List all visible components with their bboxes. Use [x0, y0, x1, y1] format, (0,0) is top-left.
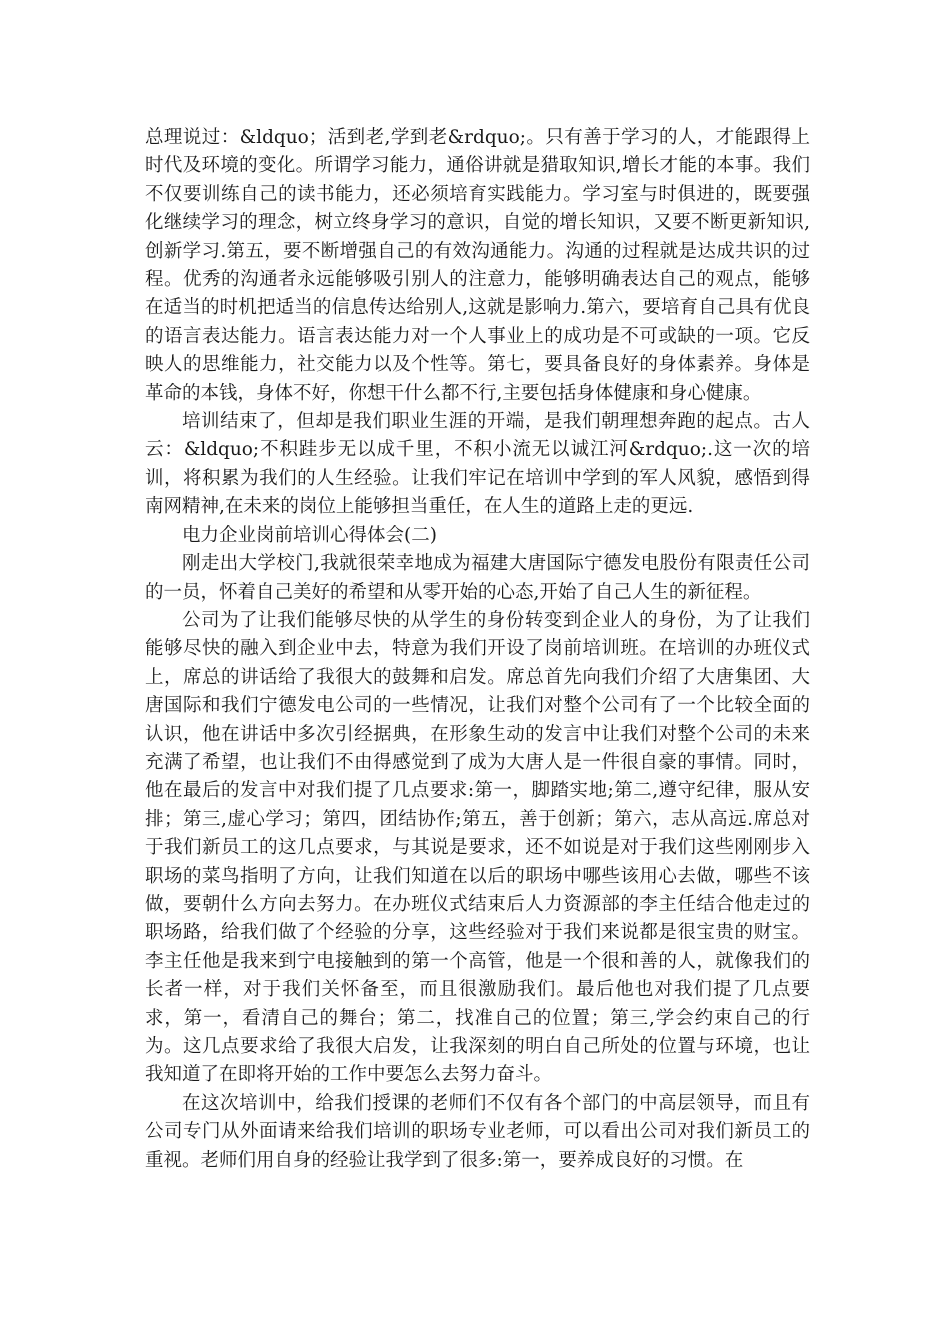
paragraph: 公司为了让我们能够尽快的从学生的身份转变到企业人的身份，为了让我们能够尽快的融入到企业中去，特意为我们开设了岗前培训班。在培训的办班仪式上，席总的讲话给了我很大的鼓舞和启发。席总首先向我们介绍了大唐集团、大唐国际和我们宁德发电公司的一些情况，让我们对整个公司有了一个比较全面的认识，他在讲话中多次引经据典，在形象生动的发言中让我们对整个公司的未来充满了希望，也让我们不由得感觉到了成为大唐人是一件很自豪的事情。同时，他在最后的发言中对我们提了几点要求:第一，脚踏实地;第二,遵守纪律，服从安排；第三,虚心学习；第四，团结协作;第五，善于创新；第六，志从高远.席总对于我们新员工的这几点要求，与其说是要求，还不如说是对于我们这些刚刚步入职场的菜鸟指明了方向，让我们知道在以后的职场中哪些该用心去做，哪些不该做，要朝什么方向去努力。在办班仪式结束后人力资源部的李主任结合他走过的职场路，给我们做了个经验的分享，这些经验对于我们来说都是很宝贵的财宝。李主任他是我来到宁电接触到的第一个高管，他是一个很和善的人，就像我们的长者一样，对于我们关怀备至，而且很激励我们。最后他也对我们提了几点要求，第一，看清自己的舞台；第二，找准自己的位置；第三,学会约束自己的行为。这几点要求给了我很大启发，让我深刻的明白自己所处的位置与环境，也让我知道了在即将开始的工作中要怎么去努力奋斗。	[145, 609, 810, 1086]
paragraph: 在这次培训中，给我们授课的老师们不仅有各个部门的中高层领导，而且有公司专门从外面请来给我们培训的职场专业老师，可以看出公司对我们新员工的重视。老师们用自身的经验让我学到了很多:第一，要养成良好的习惯。在	[145, 1092, 810, 1171]
paragraph: 刚走出大学校门,我就很荣幸地成为福建大唐国际宁德发电股份有限责任公司的一员，怀着自己美好的希望和从零开始的心态,开始了自己人生的新征程。	[145, 553, 810, 603]
paragraph: 培训结束了，但却是我们职业生涯的开端，是我们朝理想奔跑的起点。古人云：&ldquo;不积跬步无以成千里，不积小流无以诚江河&rdquo;.这一次的培训，将积累为我们的人生经验。让我们牢记在培训中学到的军人风貌，感悟到得南网精神,在未来的岗位上能够担当重任，在人生的道路上走的更远.	[145, 411, 810, 518]
document-body	[145, 124, 810, 1175]
section-heading: 电力企业岗前培训心得体会(二)	[182, 524, 437, 546]
paragraph: 总理说过：&ldquo；活到老,学到老&rdquo;。只有善于学习的人，才能跟得上时代及环境的变化。所谓学习能力，通俗讲就是猎取知识,增长才能的本事。我们不仅要训练自己的读书能力，还必须培育实践能力。学习室与时俱进的，既要强化继续学习的理念，树立终身学习的意识，自觉的增长知识，又要不断更新知识,创新学习.第五，要不断增强自己的有效沟通能力。沟通的过程就是达成共识的过程。优秀的沟通者永远能够吸引别人的注意力，能够明确表达自己的观点，能够在适当的时机把适当的信息传达给别人,这就是影响力.第六，要培育自己具有优良的语言表达能力。语言表达能力对一个人事业上的成功是不可或缺的一项。它反映人的思维能力，社交能力以及个性等。第七，要具备良好的身体素养。身体是革命的本钱，身体不好，你想干什么都不行,主要包括身体健康和身心健康。	[145, 127, 810, 404]
